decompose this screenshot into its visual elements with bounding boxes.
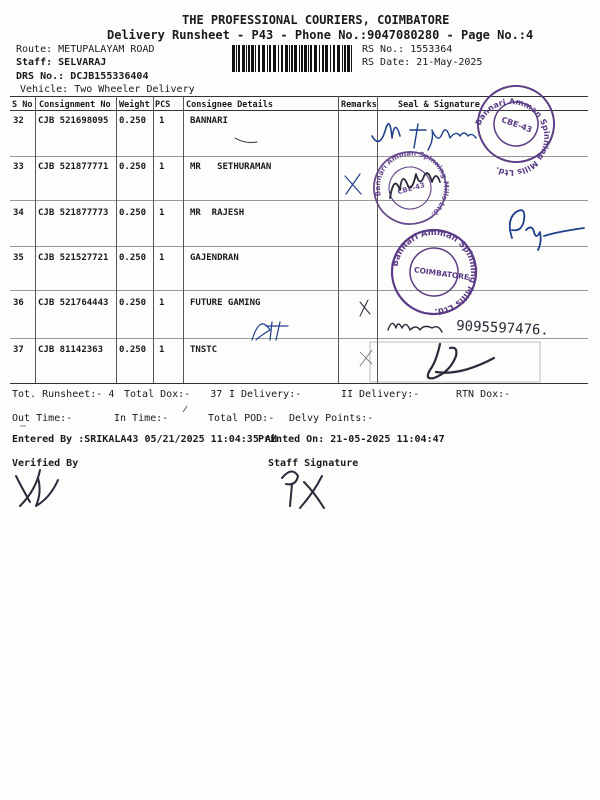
rs-date-value: 21-May-2025 bbox=[416, 57, 483, 68]
signature-row-37 bbox=[360, 342, 540, 382]
rs-date-label: RS Date: bbox=[362, 57, 411, 68]
cell-consignee: MR RAJESH bbox=[190, 208, 245, 218]
cell-sno: 36 bbox=[13, 298, 24, 308]
vehicle-value: Two Wheeler Delivery bbox=[74, 84, 195, 95]
total-pod: Total POD:- bbox=[208, 413, 275, 424]
stamp2-code: CBE-43 bbox=[396, 181, 426, 197]
header-sno: S No bbox=[12, 100, 33, 110]
cell-pcs: 1 bbox=[159, 298, 165, 308]
company-seal-stamp bbox=[460, 75, 567, 189]
handwritten-phone: 9095597476. bbox=[455, 318, 550, 339]
cell-pcs: 1 bbox=[159, 116, 165, 126]
cell-consignee: MR SETHURAMAN bbox=[190, 162, 272, 172]
printed-on: Printed On: 21-05-2025 11:04:47 bbox=[258, 434, 445, 445]
cell-consignment: CJB 81142363 bbox=[38, 345, 104, 355]
company-title: THE PROFESSIONAL COURIERS, COIMBATORE bbox=[182, 13, 450, 27]
cell-consignee: BANNARI bbox=[190, 116, 228, 126]
header-consignee: Consignee Details bbox=[186, 100, 273, 110]
signature-row-32 bbox=[235, 124, 476, 150]
header-pcs: PCS bbox=[155, 100, 171, 110]
rs-no-value: 1553364 bbox=[410, 44, 453, 55]
header-weight: Weight bbox=[119, 100, 150, 110]
cell-consignee: GAJENDRAN bbox=[190, 253, 239, 263]
cell-sno: 33 bbox=[13, 162, 24, 172]
total-dox-value: 37 bbox=[210, 389, 223, 400]
i-delivery: I Delivery:- bbox=[229, 389, 302, 400]
cell-consignee: FUTURE GAMING bbox=[190, 298, 261, 308]
stamp3-code: COIMBATORE bbox=[413, 265, 470, 282]
stamp1-ring-text: Bannari Amman Spinning Mills Ltd. bbox=[473, 97, 552, 178]
cell-sno: 34 bbox=[13, 208, 24, 218]
header-remarks: Remarks bbox=[341, 100, 377, 110]
cell-sno: 32 bbox=[13, 116, 24, 126]
cell-pcs: 1 bbox=[159, 162, 165, 172]
drs-value: DCJB155336404 bbox=[70, 71, 149, 82]
cell-weight: 0.250 bbox=[119, 208, 147, 218]
verified-by-label: Verified By bbox=[12, 458, 79, 469]
staff-signature-label: Staff Signature bbox=[268, 458, 359, 469]
rtn-dox: RTN Dox:- bbox=[456, 389, 511, 400]
tot-runsheet: Tot. Runsheet:- 4 bbox=[12, 389, 115, 400]
cell-pcs: 1 bbox=[159, 345, 165, 355]
cell-consignment: CJB 521877771 bbox=[38, 162, 109, 172]
stamp2-ring-text: Bannari Amman Spinning Mills Ltd. bbox=[373, 149, 451, 219]
route-label: Route: bbox=[16, 44, 53, 55]
vehicle-label: Vehicle: bbox=[20, 84, 69, 95]
company-seal-stamp bbox=[384, 222, 484, 321]
cell-consignee: TNSTC bbox=[190, 345, 218, 355]
staff-signature bbox=[282, 471, 324, 508]
signature-row-34 bbox=[510, 210, 584, 250]
cell-weight: 0.250 bbox=[119, 253, 147, 263]
runsheet-subtitle: Delivery Runsheet - P43 - Phone No.:9047080280 - Page No.:4 bbox=[107, 28, 534, 42]
in-time: In Time:- bbox=[114, 413, 169, 424]
cell-weight: 0.250 bbox=[119, 298, 147, 308]
verified-by-signature bbox=[16, 470, 58, 506]
ii-delivery: II Delivery:- bbox=[341, 389, 420, 400]
stamp1-code: CBE-43 bbox=[500, 115, 534, 135]
cell-consignment: CJB 521698095 bbox=[38, 116, 109, 126]
cell-sno: 35 bbox=[13, 253, 24, 263]
out-time: Out Time:- bbox=[12, 413, 73, 424]
header-seal-signature: Seal & Signature bbox=[398, 100, 480, 110]
delvy-points: Delvy Points:- bbox=[289, 413, 374, 424]
signature-row-36 bbox=[252, 300, 549, 340]
cell-consignment: CJB 521877773 bbox=[38, 208, 109, 218]
staff-value: SELVARAJ bbox=[58, 57, 107, 68]
cell-consignment: CJB 521527721 bbox=[38, 253, 109, 263]
total-dox-label: Total Dox:- bbox=[124, 389, 191, 400]
route-value: METUPALAYAM ROAD bbox=[58, 44, 155, 55]
entered-by: Entered By :SRIKALA43 05/21/2025 11:04:35 AM bbox=[12, 434, 277, 445]
cell-consignment: CJB 521764443 bbox=[38, 298, 109, 308]
drs-label: DRS No.: bbox=[16, 71, 65, 82]
cell-pcs: 1 bbox=[159, 253, 165, 263]
stamp3-ring-text: Bannari Amman Spinning Mills Ltd. bbox=[390, 227, 479, 317]
stray-mark bbox=[183, 406, 187, 412]
header-consignment: Consignment No bbox=[39, 100, 111, 110]
cell-sno: 37 bbox=[13, 345, 24, 355]
cell-weight: 0.250 bbox=[119, 345, 147, 355]
rs-no-label: RS No.: bbox=[362, 44, 405, 55]
staff-label: Staff: bbox=[16, 57, 53, 68]
cell-weight: 0.250 bbox=[119, 116, 147, 126]
cell-weight: 0.250 bbox=[119, 162, 147, 172]
cell-pcs: 1 bbox=[159, 208, 165, 218]
